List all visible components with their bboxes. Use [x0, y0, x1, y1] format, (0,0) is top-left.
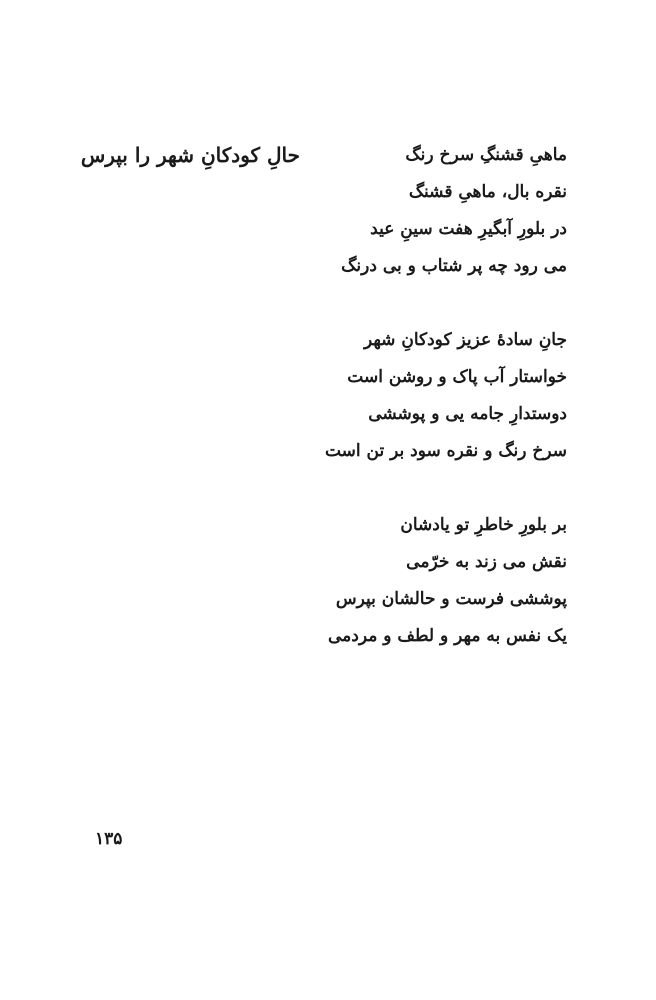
poem-line: دوستدارِ جامه یی و پوششی — [368, 404, 567, 424]
stanza-1 — [267, 137, 567, 285]
poem-line: نقره بال، ماهیِ قشنگ — [408, 182, 567, 202]
poem-body — [267, 137, 567, 655]
poem-title: حالِ کودکانِ شهر را بپرس — [80, 143, 300, 167]
poem-line: خواستار آب پاک و روشن است — [347, 367, 567, 387]
poem-line: پوششی فرست و حالشان بپرس — [335, 589, 567, 609]
poem-line: سرخ رنگ و نقره سود بر تن است — [324, 441, 567, 461]
poem-line: می رود چه پر شتاب و بی درنگ — [341, 256, 567, 276]
stanza-3 — [267, 507, 567, 655]
poem-line: جانِ سادهٔ عزیز کودکانِ شهر — [363, 330, 567, 350]
page-number: ۱۳۵ — [95, 829, 123, 849]
poem-line: در بلورِ آبگیرِ هفت سینِ عید — [370, 219, 567, 239]
poem-line: ماهیِ قشنگِ سرخ رنگ — [405, 145, 567, 165]
stanza-2 — [267, 322, 567, 470]
poem-line: یک نفس به مهر و لطف و مردمی — [327, 626, 567, 646]
poem-line: نقش می زند به خرّمی — [406, 552, 567, 572]
poem-line: بر بلورِ خاطرِ تو یادشان — [400, 515, 567, 535]
